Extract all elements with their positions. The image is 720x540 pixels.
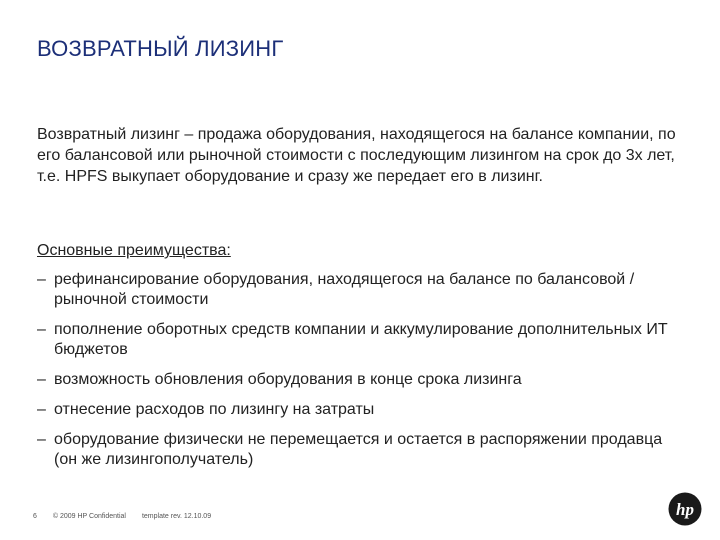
bullet-text: оборудование физически не перемещается и остается в распоряжении продавца (он же лизингополучатель) (54, 431, 663, 468)
list-item (37, 320, 677, 360)
list-item (37, 370, 677, 390)
bullet-text: пополнение оборотных средств компании и аккумулирование дополнительных ИТ бюджетов (54, 321, 668, 358)
template-revision: template rev. 12.10.09 (141, 513, 212, 520)
intro-text: – продажа оборудования, находящегося на балансе компании, по его балансовой или рыночной стоимости с последующим лизингом на срок до 3х лет, т.е. HPFS выкупает оборудование и сразу же передает его в лизинг. (37, 126, 676, 185)
bullet-text: рефинансирование оборудования, находящегося на балансе по балансовой / рыночной стоимости (54, 271, 635, 308)
slide-title: ВОЗВРАТНЫЙ ЛИЗИНГ (37, 36, 284, 61)
confidential-note: © 2009 HP Confidential (52, 513, 126, 520)
bullet-dash: – (37, 431, 46, 448)
intro-term: Возвратный лизинг (37, 126, 180, 143)
slide-footer (33, 513, 225, 520)
logo-text: hp (676, 500, 694, 519)
intro-paragraph (37, 124, 677, 187)
hp-logo-icon (668, 492, 702, 526)
bullet-text: возможность обновления оборудования в конце срока лизинга (54, 371, 522, 388)
bullet-text: отнесение расходов по лизингу на затраты (54, 401, 375, 418)
list-item (37, 430, 677, 470)
list-item (37, 400, 677, 420)
bullet-dash: – (37, 321, 46, 338)
advantages-heading: Основные преимущества: (37, 242, 231, 259)
page-number: 6 (33, 513, 37, 520)
list-item (37, 270, 677, 310)
bullet-dash: – (37, 401, 46, 418)
bullet-dash: – (37, 271, 46, 288)
bullet-dash: – (37, 371, 46, 388)
advantages-list (37, 270, 677, 470)
